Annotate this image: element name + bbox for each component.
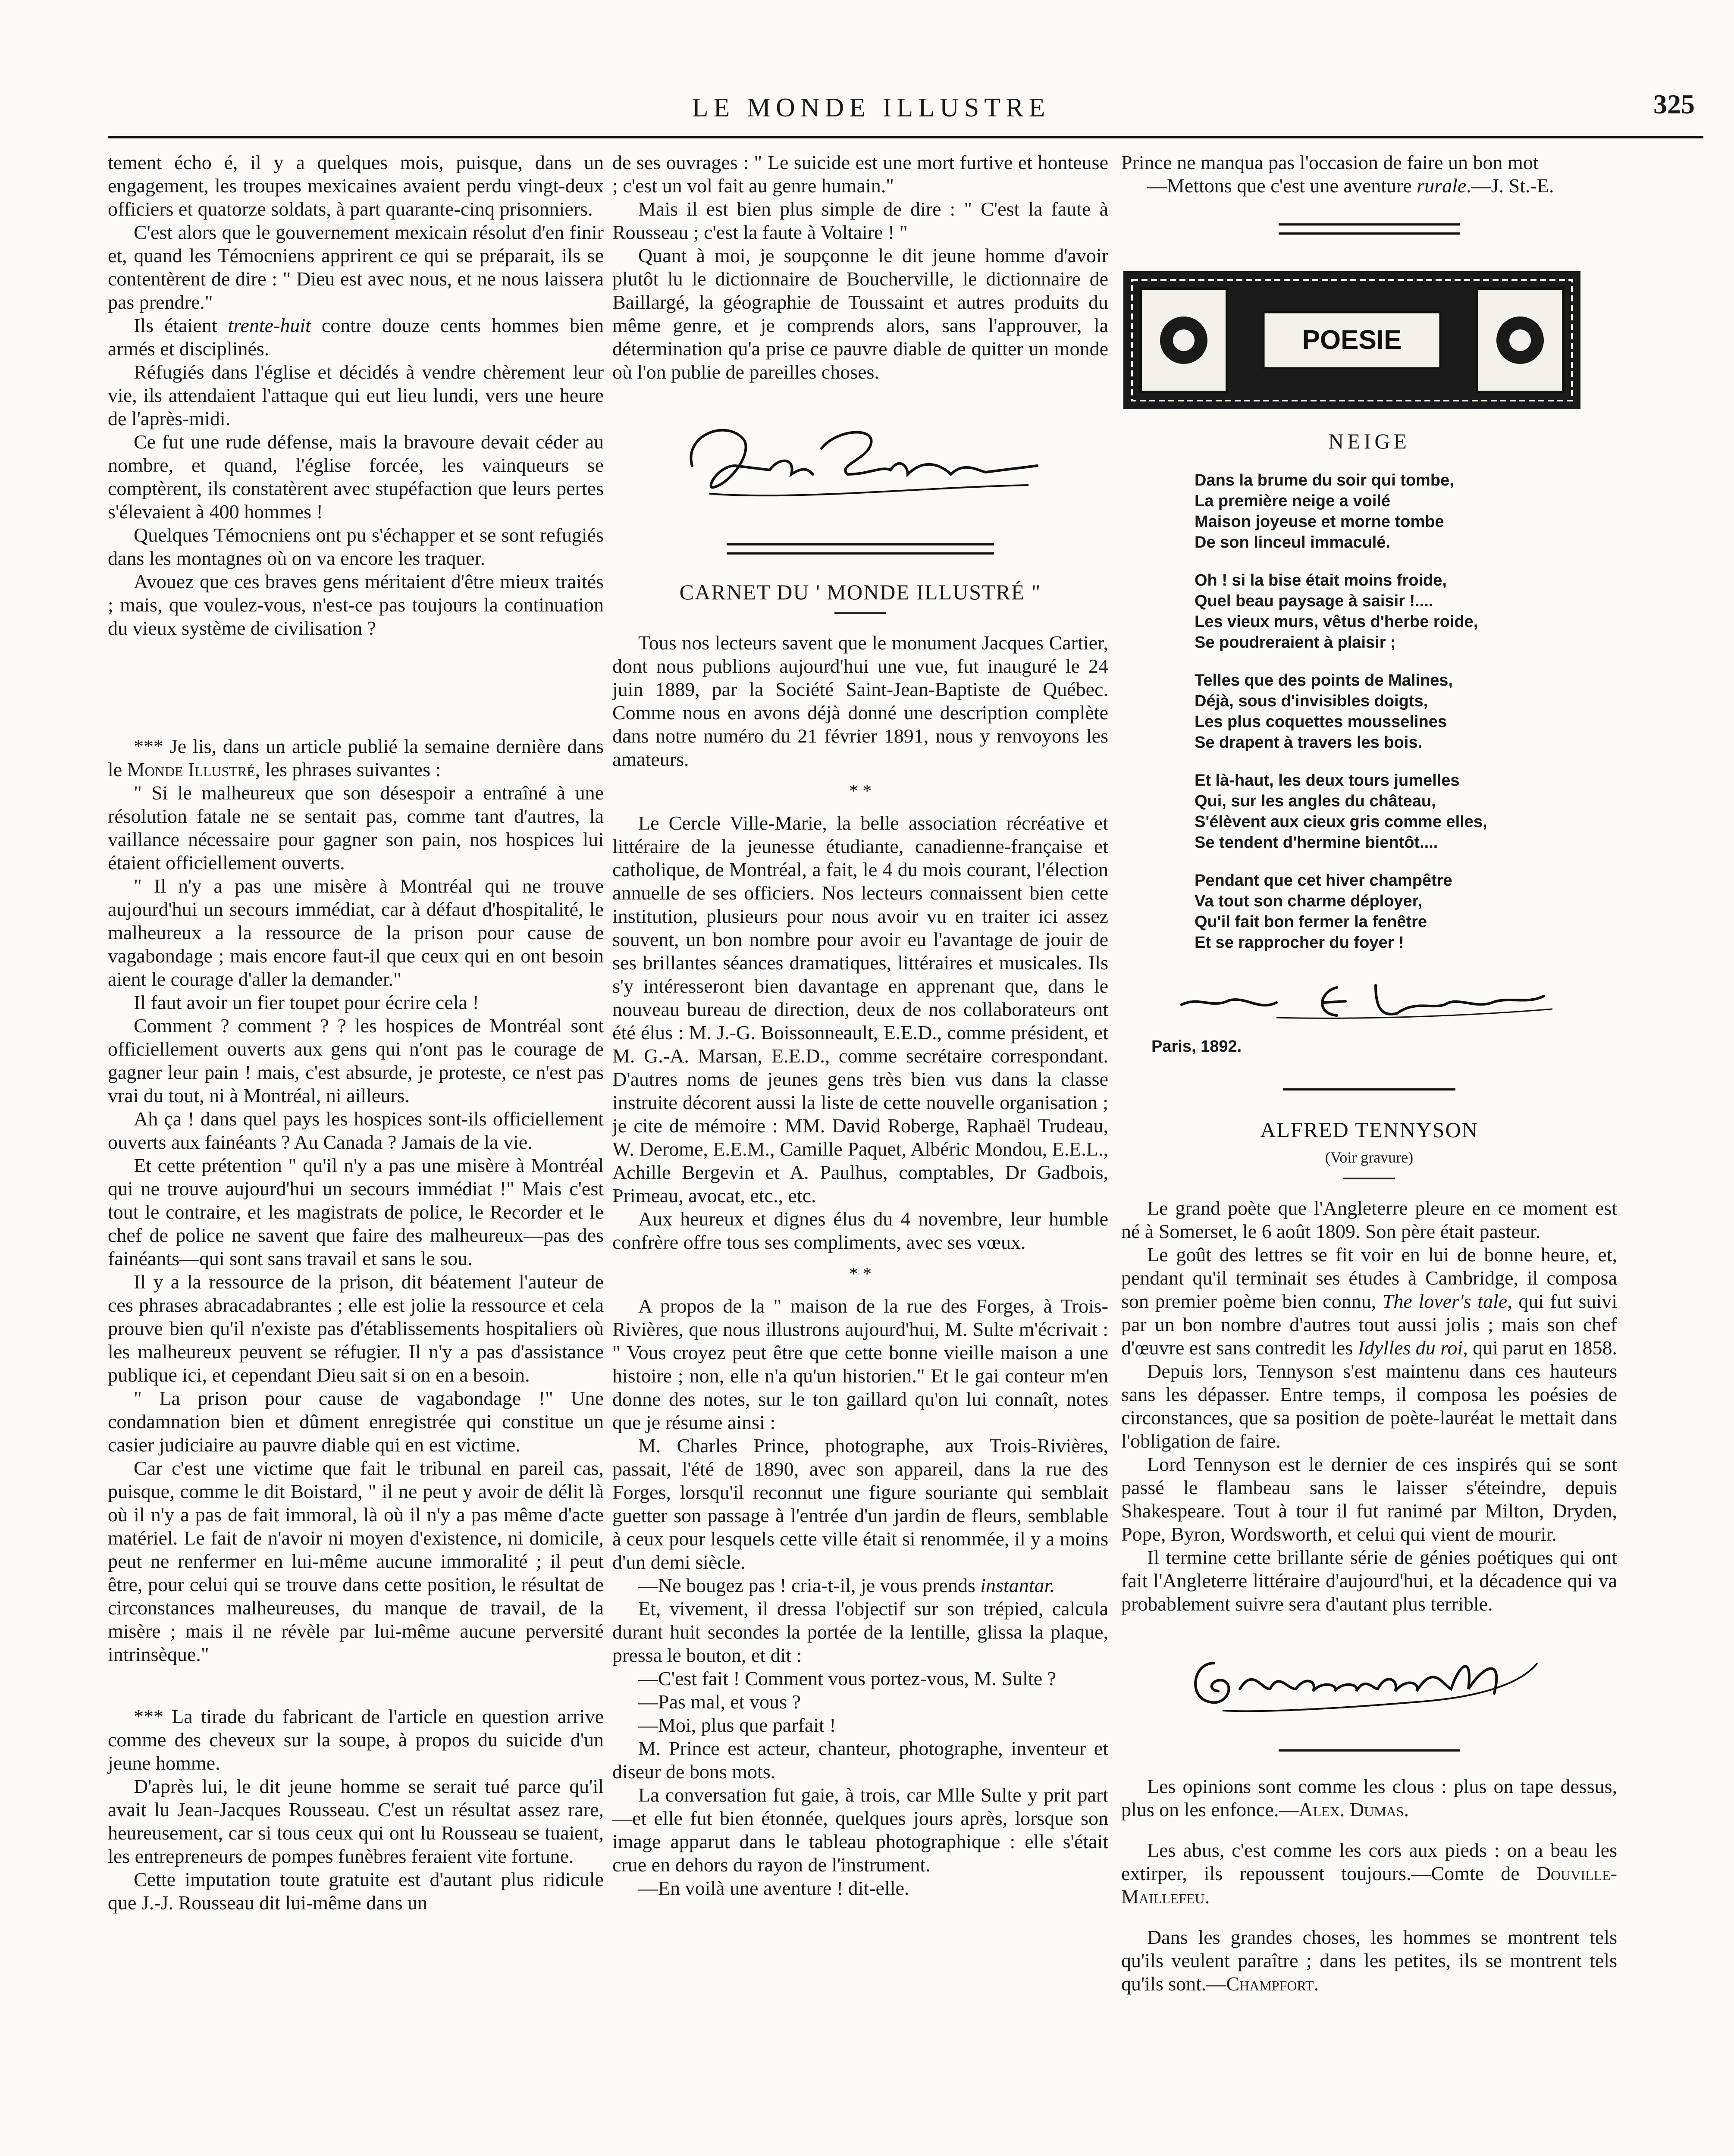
poem bbox=[1195, 470, 1617, 953]
paragraph: Quelques Témocniens ont pu s'échapper et se sont refugiés dans les montagnes où on va encore les traquer. bbox=[108, 524, 604, 569]
paragraph: Ils étaient trente-huit contre douze cents hommes bien armés et disciplinés. bbox=[108, 314, 604, 360]
article-subtitle: (Voir gravure) bbox=[1325, 1149, 1414, 1166]
poem-date: Paris, 1892. bbox=[1151, 1037, 1242, 1056]
section-divider bbox=[727, 543, 994, 555]
asterism: * * bbox=[849, 1264, 872, 1284]
section-title: CARNET DU ' MONDE ILLUSTRÉ " bbox=[679, 580, 1041, 604]
paragraph: de ses ouvrages : " Le suicide est une mort furtive et honteuse ; c'est un vol fait au genre humain." bbox=[612, 151, 1108, 197]
paragraph: D'après lui, le dit jeune homme se serait tué parce qu'il avait lu Jean-Jacques Rousseau. C'est un résultat assez rare, heureusement, car si tous ceux qui ont lu Rousseau se tuaient, les entrepreneurs de pompes funèbres feraient vite fortune. bbox=[108, 1775, 604, 1867]
paragraph: Il y a la ressource de la prison, dit béatement l'auteur de ces phrases abracadabrantes ; elle est jolie la ressource et cela prouve bien qu'il n'existe pas d'établissements hospitaliers où les malheureux peuvent se réfugier. Il n'y a pas d'assistance publique ici, et cependant Dieu sait si on en a besoin. bbox=[108, 1271, 604, 1386]
stanza: Pendant que cet hiver champêtre Va tout son charme déployer, Qu'il fait bon fermer la fenêtre Et se rapprocher du foyer ! bbox=[1195, 871, 1452, 952]
stanza: Telles que des points de Malines, Déjà, sous d'invisibles doigts, Les plus coquettes mousselines Se drapent à travers les bois. bbox=[1195, 671, 1453, 752]
paragraph: Avouez que ces braves gens méritaient d'être mieux traités ; mais, que voulez-vous, n'est-ce pas toujours la continuation du vieux système de civilisation ? bbox=[108, 570, 604, 639]
section-divider bbox=[1279, 223, 1460, 235]
paragraph: Et cette prétention " qu'il n'y a pas une misère à Montréal qui ne trouve aujourd'hui un secours immédiat !" Mais c'est tout le contraire, et les magistrats de police, le Recorder et le chef de police ne savent que faire des malheureux—pas des fainéants—qui sont sans travail et sans le sou. bbox=[108, 1154, 604, 1269]
paragraph: —C'est fait ! Comment vous portez-vous, M. Sulte ? bbox=[638, 1667, 1057, 1689]
paragraph: Lord Tennyson est le dernier de ces inspirés qui se sont passé le flambeau sans le laisser s'éteindre, depuis Shakespeare. Tout à tour il fut ranimé par Milton, Dryden, Pope, Byron, Wordsworth, et celui qui vient de mourir. bbox=[1121, 1453, 1617, 1545]
paragraph: Cette imputation toute gratuite est d'autant plus ridicule que J.-J. Rousseau dit lui-même dans un bbox=[108, 1868, 604, 1914]
paragraph: " La prison pour cause de vagabondage !" Une condamnation bien et dûment enregistrée qui constitue un casier judiciaire au pauvre diable qui en est victime. bbox=[108, 1387, 604, 1456]
stanza: Oh ! si la bise était moins froide, Quel beau paysage à saisir !.... Les vieux murs, vêtus d'herbe roide, Se poudreraient à plaisir ; bbox=[1195, 571, 1478, 652]
paragraph: Mais il est bien plus simple de dire : " C'est la faute à Rousseau ; c'est la faute à Voltaire ! " bbox=[612, 198, 1108, 243]
column-1 bbox=[108, 151, 604, 1915]
section-divider bbox=[1283, 1088, 1455, 1092]
article-title: ALFRED TENNYSON bbox=[1260, 1118, 1478, 1142]
paragraph: A propos de la " maison de la rue des Forges, à Trois-Rivières, que nous illustrons aujourd'hui, M. Sulte m'écrivait : " Vous croyez peut être que cette bonne vieille maison a une histoire ; non, elle n'a qu'un historien." Et le gai conteur m'en donne des notes, sur le ton gaillard qu'on lui connaît, notes que je résume ainsi : bbox=[612, 1295, 1108, 1433]
paragraph: Quant à moi, je soupçonne le dit jeune homme d'avoir plutôt lu le dictionnaire de Boucherville, le dictionnaire de Baillargé, la géographie de Toussaint et autres produits du même genre, et je comprends alors, sans l'approuver, la détermination qu'a prise ce pauvre diable de quitter un monde où l'on publie de pareilles choses. bbox=[612, 244, 1108, 383]
paragraph: —Ne bougez pas ! cria-t-il, je vous prends instantar. bbox=[638, 1574, 1055, 1596]
maxim: Les opinions sont comme les clous : plus on tape dessus, plus on les enfonce.—Alex. Dumas. bbox=[1121, 1775, 1617, 1821]
paragraph: —En voilà une aventure ! dit-elle. bbox=[638, 1877, 909, 1899]
poet-signature bbox=[1173, 970, 1561, 1031]
paragraph: Le grand poète que l'Angleterre pleure en ce moment est né à Somerset, le 6 août 1809. Son père était pasteur. bbox=[1121, 1197, 1617, 1242]
stanza: Et là-haut, les deux tours jumelles Qui, sur les angles du château, S'élèvent aux cieux gris comme elles, Se tendent d'hermine bientôt.... bbox=[1195, 771, 1487, 852]
paragraph: Prince ne manqua pas l'occasion de faire un bon mot bbox=[1121, 151, 1539, 173]
paragraph: Le Cercle Ville-Marie, la belle association récréative et littéraire de la jeunesse étudiante, canadienne-française et catholique, de Montréal, a fait, le 4 du mois courant, l'élection annuelle de ses officiers. Nos lecteurs connaissent bien cette institution, plusieurs pour nous avoir vu en traiter ici assez souvent, un bon nombre pour avoir eu l'avantage de jouir de ses brillantes séances dramatiques, littéraires et musicales. Ils s'y intéresseront bien davantage en apprenant que, dans le nouveau bureau de direction, deux de nos collaborateurs ont été élus : M. J.-G. Boissonneault, E.E.D., comme président, et M. G.-A. Marsan, E.E.D., comme secrétaire correspondant. D'autres noms de jeunes gens très bien vus dans la classe instruite décorent aussi la liste de cette nouvelle organisation ; je cite de mémoire : MM. David Roberge, Raphaël Trudeau, W. Derome, E.E.M., Camille Paquet, Albéric Mondou, E.E.L., Achille Bergevin et A. Paulhus, comptables, Dr Gadbois, Primeau, avocat, etc., etc. bbox=[612, 812, 1108, 1206]
paragraph: Depuis lors, Tennyson s'est maintenu dans ces hauteurs sans les dépasser. Entre temps, il composa les poésies de circonstances, que sa position de poète-lauréat le mettait dans l'obligation de faire. bbox=[1121, 1360, 1617, 1452]
column-2 bbox=[612, 151, 1108, 1900]
header-rule bbox=[108, 136, 1703, 138]
quote-paragraph: " Si le malheureux que son désespoir a entraîné à une résolution fatale ne se sentait pas, comme tant d'autres, la vaillance nécessaire pour gagner son pain, nos hospices lui étaient officiellement ouverts. bbox=[108, 782, 604, 874]
paragraph: M. Charles Prince, photographe, aux Trois-Rivières, passait, l'été de 1890, avec son appareil, dans la rue des Forges, lorsqu'il reconnut une figure souriante qui semblait guetter son passage à l'entrée d'un jardin de fleurs, semblable à ceux pour lesquels cette ville était si renommée, il y a moins d'un demi siècle. bbox=[612, 1435, 1108, 1573]
paragraph: Comment ? comment ? ? les hospices de Montréal sont officiellement ouverts aux gens qui n'ont pas le courage de gagner leur pain ! mais, c'est absurde, je proteste, ce n'est pas vrai du tout, ni à Montréal, ni ailleurs. bbox=[108, 1015, 604, 1106]
paragraph: —Mettons que c'est une aventure rurale.—J. St.-E. bbox=[1147, 175, 1554, 197]
stanza: Dans la brume du soir qui tombe, La première neige a voilé Maison joyeuse et morne tombe De son linceul immaculé. bbox=[1195, 471, 1454, 552]
masthead-title: LE MONDE ILLUSTRE bbox=[692, 93, 1050, 122]
short-divider bbox=[1343, 1178, 1395, 1179]
short-divider bbox=[834, 612, 886, 614]
paragraph: Réfugiés dans l'église et décidés à vendre chèrement leur vie, ils attendaient l'attaque qui eut lieu lundi, vers une heure de l'après-midi. bbox=[108, 361, 604, 429]
paragraph: Le goût des lettres se fit voir en lui de bonne heure, et, pendant qu'il terminait ses études à Cambridge, il composa son premier poème bien connu, The lover's tale, qui fut suivi par un bon nombre d'autres tout aussi jolis ; mais son chef d'œuvre est sans contredit les Idylles du roi, qui parut en 1858. bbox=[1121, 1244, 1617, 1359]
page-number: 325 bbox=[1653, 89, 1695, 119]
asterism: * * bbox=[849, 781, 872, 801]
paragraph: *** Je lis, dans un article publié la semaine dernière dans le Monde Illustré, les phrases suivantes : bbox=[108, 735, 604, 780]
quote-paragraph: " Il n'y a pas une misère à Montréal qui ne trouve aujourd'hui un secours immédiat, car à défaut d'hospitalité, le malheureux a la ressource de la prison pour cause de vagabondage ; mais encore faut-il que ceux qui en ont besoin aient le courage d'aller la demander." bbox=[108, 875, 604, 990]
paragraph: —Pas mal, et vous ? bbox=[638, 1691, 801, 1713]
paragraph: Ah ça ! dans quel pays les hospices sont-ils officiellement ouverts aux fainéants ? Au Canada ? Jamais de la vie. bbox=[108, 1108, 604, 1153]
paragraph: Et, vivement, il dressa l'objectif sur son trépied, calcula durant huit secondes la portée de la lentille, glissa la plaque, pressa le bouton, et dit : bbox=[612, 1598, 1108, 1666]
paragraph: C'est alors que le gouvernement mexicain résolut d'en finir et, quand les Témocniens apprirent ce qui se préparait, ils se contentèrent de dire : " Dieu est avec nous, et ne nous laissera pas prendre." bbox=[108, 221, 604, 313]
paragraph: Il faut avoir un fier toupet pour écrire cela ! bbox=[134, 991, 479, 1013]
paragraph: Il termine cette brillante série de génies poétiques qui ont fait l'Angleterre littéraire d'aujourd'hui, et la décadence qui va probablement suivre sera d'autant plus terrible. bbox=[1121, 1546, 1617, 1615]
author-signature bbox=[1175, 1637, 1563, 1736]
paragraph: Car c'est une victime que fait le tribunal en pareil cas, puisque, comme le dit Boistard, " il ne peut y avoir de délit là où il n'y a pas de fait immoral, là où il n'y a pas même d'acte matériel. Le fait de n'avoir ni moyen d'existence, ni domicile, peut ne renfermer en lui-même aucune immoralité ; il peut être, pour celui qui se trouve dans cette position, le résultat de circonstances malheureuses, du manque de travail, de la misère ; mais il ne révèle par lui-même aucune perversité intrinsèque." bbox=[108, 1457, 604, 1665]
maxim: Les abus, c'est comme les cors aux pieds : on a beau les extirper, ils repoussent toujours.—Comte de Douville-Maillefeu. bbox=[1121, 1839, 1617, 1908]
paragraph: M. Prince est acteur, chanteur, photographe, inventeur et diseur de bons mots. bbox=[612, 1737, 1108, 1783]
paragraph: Tous nos lecteurs savent que le monument Jacques Cartier, dont nous publions aujourd'hui une vue, fut inauguré le 24 juin 1889, par la Société Saint-Jean-Baptiste de Québec. Comme nous en avons déjà donné une description complète dans notre numéro du 21 février 1891, nous y renvoyons les amateurs. bbox=[612, 632, 1108, 770]
paragraph: tement écho é, il y a quelques mois, puisque, dans un engagement, les troupes mexicaines avaient perdu vingt-deux officiers et quatorze soldats, à part quarante-cinq prisonniers. bbox=[108, 151, 604, 220]
poesie-banner bbox=[1121, 269, 1583, 411]
section-divider bbox=[1279, 1749, 1460, 1753]
paragraph: Ce fut une rude défense, mais la bravoure devait céder au nombre, et quand, l'église forcée, les vainqueurs se comptèrent, ils constatèrent avec stupéfaction que leurs pertes s'élevaient à 400 hommes ! bbox=[108, 431, 604, 523]
paragraph: Aux heureux et dignes élus du 4 novembre, leur humble confrère offre tous ses compliments, avec ses vœux. bbox=[612, 1208, 1108, 1253]
paragraph: La conversation fut gaie, à trois, car Mlle Sulte y prit part—et elle fut bien étonnée, quelques jours après, lorsque son image apparut dans le tableau photographique : elle s'était crue en dehors du rayon de l'instrument. bbox=[612, 1784, 1108, 1876]
paragraph: *** La tirade du fabricant de l'article en question arrive comme des cheveux sur la soupe, à propos du suicide d'un jeune homme. bbox=[108, 1705, 604, 1774]
svg-text:POESIE: POESIE bbox=[1302, 325, 1402, 355]
author-signature bbox=[666, 401, 1054, 513]
column-3 bbox=[1121, 151, 1617, 1996]
maxim: Dans les grandes choses, les hommes se montrent tels qu'ils veulent paraître ; dans les petites, ils se montrent tels qu'ils sont.—Champfort. bbox=[1121, 1926, 1617, 1995]
paragraph: —Moi, plus que parfait ! bbox=[638, 1714, 836, 1736]
poem-title: NEIGE bbox=[1328, 429, 1410, 453]
